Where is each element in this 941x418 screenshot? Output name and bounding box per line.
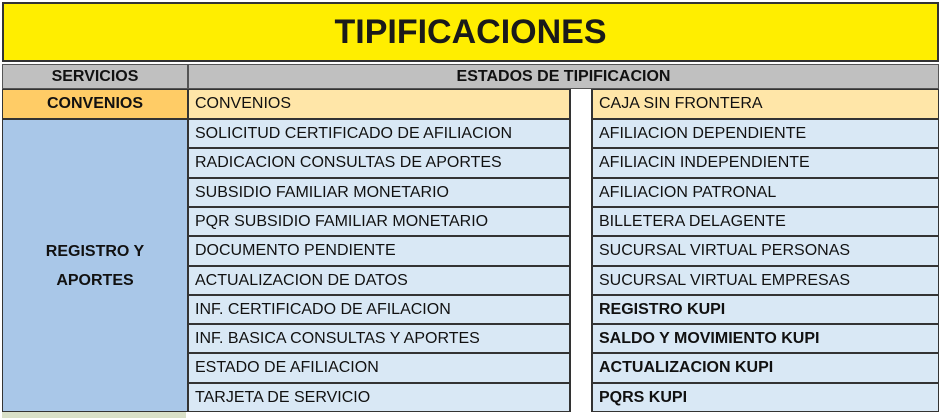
service-convenios: CONVENIOS: [2, 89, 188, 119]
column-gap: [570, 89, 592, 119]
table-row-col1: INF. CERTIFICADO DE AFILACION: [188, 295, 570, 324]
table-row-col2: REGISTRO KUPI: [592, 295, 939, 324]
table-row-col1: INF. BASICA CONSULTAS Y APORTES: [188, 324, 570, 353]
table-row-col2: AFILIACIN INDEPENDIENTE: [592, 148, 939, 178]
column-gap: [570, 119, 592, 412]
table-row-col2: SUCURSAL VIRTUAL PERSONAS: [592, 236, 939, 266]
service-registro-line1: REGISTRO Y: [45, 242, 145, 260]
table-row-col1: DOCUMENTO PENDIENTE: [188, 236, 570, 266]
bottom-strip: [0, 412, 941, 418]
header-servicios: SERVICIOS: [2, 64, 188, 89]
page-title: TIPIFICACIONES: [2, 2, 939, 62]
table-row-col1: ESTADO DE AFILIACION: [188, 353, 570, 383]
table-row-col1: TARJETA DE SERVICIO: [188, 383, 570, 412]
service-registro-line2: APORTES: [56, 271, 134, 289]
table-row-col1: PQR SUBSIDIO FAMILIAR MONETARIO: [188, 207, 570, 236]
table-row-col2: BILLETERA DELAGENTE: [592, 207, 939, 236]
header-estados: ESTADOS DE TIPIFICACION: [188, 64, 939, 89]
table-row-col2: SALDO Y MOVIMIENTO KUPI: [592, 324, 939, 353]
table-row-col2: PQRS KUPI: [592, 383, 939, 412]
table-row-col1: SUBSIDIO FAMILIAR MONETARIO: [188, 178, 570, 207]
convenios-col1: CONVENIOS: [188, 89, 570, 119]
table-row-col1: RADICACION CONSULTAS DE APORTES: [188, 148, 570, 178]
convenios-col2: CAJA SIN FRONTERA: [592, 89, 939, 119]
table-row-col2: AFILIACION PATRONAL: [592, 178, 939, 207]
table-row-col1: ACTUALIZACION DE DATOS: [188, 266, 570, 295]
table-row-col2: SUCURSAL VIRTUAL EMPRESAS: [592, 266, 939, 295]
table-row-col2: ACTUALIZACION KUPI: [592, 353, 939, 383]
table-row-col2: AFILIACION DEPENDIENTE: [592, 119, 939, 148]
service-registro-aportes: [2, 119, 188, 412]
table-row-col1: SOLICITUD CERTIFICADO DE AFILIACION: [188, 119, 570, 148]
